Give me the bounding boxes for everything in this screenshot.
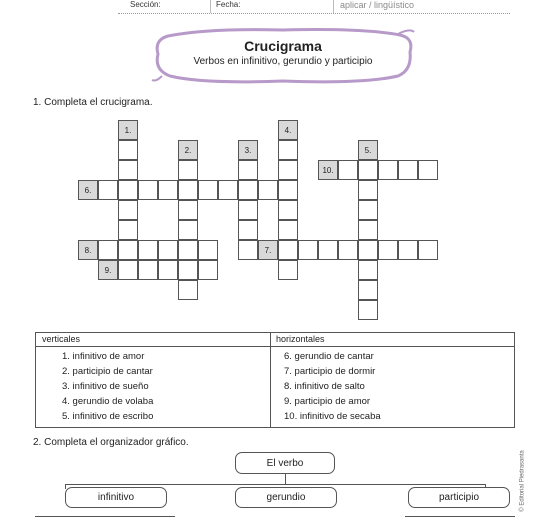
crossword-cell[interactable] [418,160,438,180]
crossword-cell[interactable] [178,160,198,180]
crossword-cell[interactable] [338,240,358,260]
crossword-cell[interactable] [358,220,378,240]
organizer-gerundio-box [235,487,337,508]
organizer-branch-label: infinitivo [97,492,135,503]
crossword-cell[interactable] [178,220,198,240]
crossword-cell[interactable] [278,180,298,200]
crossword-cell[interactable] [118,220,138,240]
crossword-number-cell: 9. [98,260,118,280]
crossword-cell[interactable] [298,240,318,260]
crossword-cell[interactable] [358,160,378,180]
page-title: Crucigrama [244,38,322,54]
organizer-root-label: El verbo [266,457,304,469]
crossword-cell[interactable] [378,240,398,260]
crossword-number-cell: 7. [258,240,278,260]
crossword-cell[interactable] [178,200,198,220]
crossword-cell[interactable] [158,180,178,200]
crossword-cell[interactable] [258,180,278,200]
crossword-cell[interactable] [278,160,298,180]
organizer-connector [285,474,286,484]
clues-header [36,333,514,347]
publisher-credit [518,450,528,516]
crossword-cell[interactable] [358,180,378,200]
clues-table [35,332,515,428]
organizer-connector [405,516,515,517]
crossword-cell[interactable] [278,220,298,240]
crossword-cell[interactable] [198,260,218,280]
date-label: Fecha: [216,0,241,9]
crossword-cell[interactable] [278,200,298,220]
organizer-participio-box [408,487,510,508]
crossword-number-cell: 6. [78,180,98,200]
crossword-cell[interactable] [278,240,298,260]
crossword-cell[interactable] [358,200,378,220]
organizer-infinitivo-box [65,487,167,508]
header-divider [333,0,334,13]
crossword-cell[interactable] [238,220,258,240]
horizontal-header: horizontales [276,334,325,344]
crossword-cell[interactable] [238,200,258,220]
skill-label: aplicar / lingüístico [340,0,415,10]
crossword-cell[interactable] [138,260,158,280]
crossword-cell[interactable] [278,140,298,160]
crossword-cell[interactable] [98,180,118,200]
crossword-cell[interactable] [118,200,138,220]
crossword-cell[interactable] [118,240,138,260]
crossword-cell[interactable] [398,240,418,260]
clues-divider [270,333,271,427]
clue-vertical-5: 5. infinitivo de escribo [62,411,154,422]
crossword-cell[interactable] [218,180,238,200]
organizer-connector [65,484,66,489]
clue-vertical-2: 2. participio de cantar [62,366,153,377]
crossword-cell[interactable] [138,180,158,200]
crossword-cell[interactable] [238,240,258,260]
crossword-number-cell: 2. [178,140,198,160]
crossword-cell[interactable] [378,160,398,180]
clue-horizontal-7: 7. participio de dormir [284,366,376,377]
crossword-number-cell: 5. [358,140,378,160]
crossword-cell[interactable] [118,160,138,180]
crossword-cell[interactable] [158,260,178,280]
header-divider [210,0,211,13]
crossword-cell[interactable] [118,260,138,280]
crossword-cell[interactable] [358,300,378,320]
clue-horizontal-8: 8. infinitivo de salto [284,381,365,392]
crossword-cell[interactable] [238,160,258,180]
header-rule [118,13,510,14]
organizer-branch-label: participio [438,492,480,503]
clue-vertical-4: 4. gerundio de volaba [62,396,154,407]
organizer-connector [65,484,485,485]
vertical-header: verticales [42,334,81,344]
crossword-number-cell: 8. [78,240,98,260]
crossword-cell[interactable] [198,180,218,200]
crossword-cell[interactable] [178,260,198,280]
crossword-cell[interactable] [118,180,138,200]
crossword-number-cell: 1. [118,120,138,140]
crossword-cell[interactable] [398,160,418,180]
crossword-cell[interactable] [358,280,378,300]
crossword-cell[interactable] [178,240,198,260]
crossword-cell[interactable] [158,240,178,260]
publisher-credit-text: © Editorial Piedrasanta [519,450,526,512]
activity-1-instruction: 1. Completa el crucigrama. [33,97,153,108]
crossword-cell[interactable] [198,240,218,260]
crossword-number-cell: 3. [238,140,258,160]
clue-vertical-3: 3. infinitivo de sueño [62,381,149,392]
crossword-cell[interactable] [418,240,438,260]
clue-vertical-1: 1. infinitivo de amor [62,351,145,362]
crossword-number-cell: 10. [318,160,338,180]
clue-horizontal-10: 10. infinitivo de secaba [284,411,381,422]
crossword-cell[interactable] [238,180,258,200]
clue-horizontal-6: 6. gerundio de cantar [284,351,374,362]
crossword-number-cell: 4. [278,120,298,140]
organizer-branch-label: gerundio [266,492,306,503]
clue-horizontal-9: 9. participio de amor [284,396,371,407]
crossword-cell[interactable] [278,260,298,280]
crossword-cell[interactable] [318,240,338,260]
organizer-root-box [235,452,335,474]
crossword-cell[interactable] [358,260,378,280]
crossword-cell[interactable] [338,160,358,180]
crossword-cell[interactable] [358,240,378,260]
activity-2-instruction: 2. Completa el organizador gráfico. [33,437,189,448]
crossword-cell[interactable] [98,240,118,260]
crossword-cell[interactable] [138,240,158,260]
page-subtitle: Verbos en infinitivo, gerundio y participio [193,56,373,67]
section-label: Sección: [130,0,161,9]
crossword-cell[interactable] [178,280,198,300]
organizer-connector [35,516,175,517]
crossword-cell[interactable] [118,140,138,160]
crossword-cell[interactable] [178,180,198,200]
